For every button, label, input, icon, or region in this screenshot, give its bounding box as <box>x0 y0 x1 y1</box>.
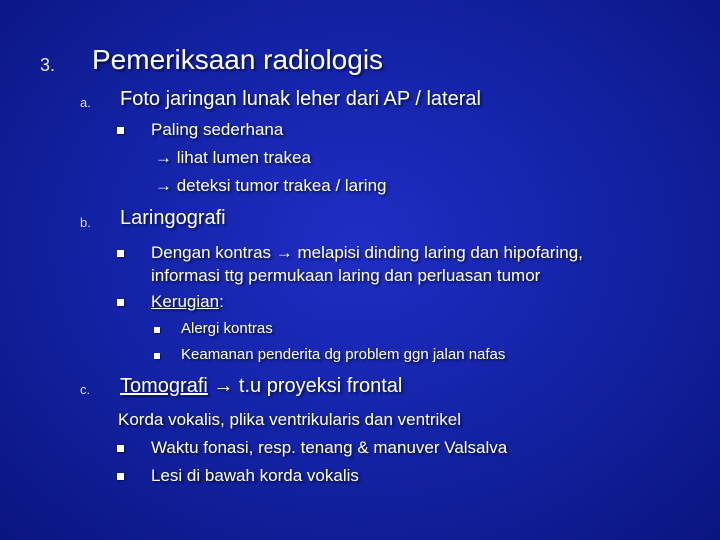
item-c-line-1: Korda vokalis, plika ventrikularis dan ventrikel <box>118 410 461 429</box>
item-b-sub-bullet-2: Keamanan penderita dg problem ggn jalan nafas <box>181 346 506 363</box>
bullet-icon <box>117 445 124 452</box>
section-title: Pemeriksaan radiologis <box>92 44 384 75</box>
section-number: 3. <box>40 55 56 75</box>
item-a-bullet-line-1: Paling sederhana <box>151 120 284 139</box>
item-a-letter: a. <box>80 95 91 110</box>
sub-bullet-icon <box>154 327 160 333</box>
item-b-sub-bullet-1: Alergi kontras <box>181 320 273 337</box>
bullet-icon <box>117 127 124 134</box>
sub-bullet-icon <box>154 353 160 359</box>
item-c-bullet-1: Waktu fonasi, resp. tenang & manuver Valsalva <box>151 438 508 457</box>
item-b-bullet-2 <box>151 288 224 316</box>
item-b-bullet-1-line-2: informasi ttg permukaan laring dan perluasan tumor <box>151 266 541 285</box>
item-b-letter: b. <box>80 215 91 230</box>
item-c-heading <box>120 375 402 398</box>
item-b-heading: Laringografi <box>120 207 226 229</box>
bullet-icon <box>117 299 124 306</box>
kerugian-label: Kerugian <box>151 292 220 311</box>
item-b-bullet-1-line-1: Dengan kontras → melapisi dinding laring dan hipofaring, <box>151 243 583 262</box>
item-c-heading-rest: → t.u proyeksi frontal <box>213 375 403 397</box>
item-a-bullet-line-2: → lihat lumen trakea <box>155 148 311 167</box>
item-a-heading: Foto jaringan lunak leher dari AP / lateral <box>120 88 481 110</box>
bullet-icon <box>117 250 124 257</box>
kerugian-colon: : <box>219 292 224 311</box>
tomografi-link[interactable]: Tomografi <box>120 375 208 397</box>
bullet-icon <box>117 473 124 480</box>
item-c-letter: c. <box>80 382 91 397</box>
item-c-bullet-2: Lesi di bawah korda vokalis <box>151 466 359 485</box>
item-a-bullet-line-3: → deteksi tumor trakea / laring <box>155 176 387 195</box>
